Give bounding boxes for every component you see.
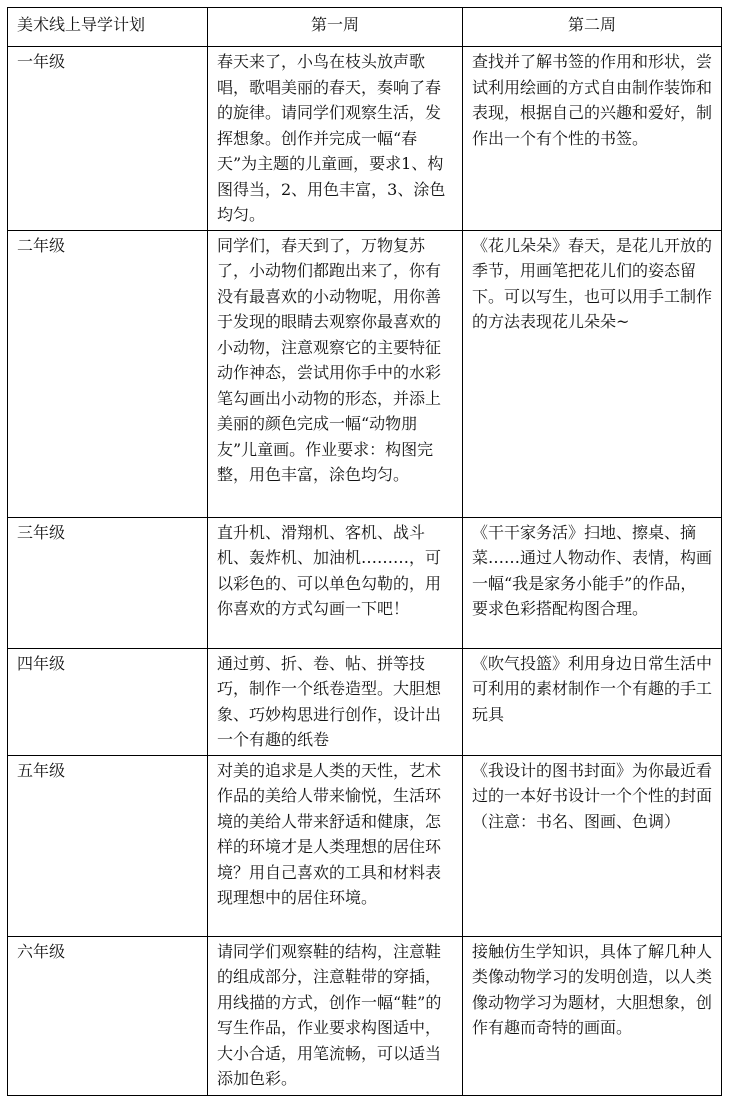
header-week-1: 第一周 (208, 8, 463, 47)
table-row (8, 230, 722, 517)
header-week-2: 第二周 (463, 8, 722, 47)
week-2-cell: 查找并了解书签的作用和形状，尝试利用绘画的方式自由制作装饰和表现，根据自己的兴趣和爱好，制作出一个有个性的书签。 (463, 47, 722, 231)
week-1-cell: 通过剪、折、卷、帖、拼等技巧，制作一个纸卷造型。大胆想象、巧妙构思进行创作，设计出一个有趣的纸卷 (208, 648, 463, 755)
grade-cell: 三年级 (8, 517, 208, 648)
table-row (8, 517, 722, 648)
week-1-cell: 春天来了，小鸟在枝头放声歌唱，歌唱美丽的春天，奏响了春的旋律。请同学们观察生活，发挥想象。创作并完成一幅“春天”为主题的儿童画，要求1、构图得当，2、用色丰富，3、涂色均匀。 (208, 47, 463, 231)
table-row (8, 47, 722, 231)
table-row (8, 936, 722, 1095)
week-1-cell: 同学们，春天到了，万物复苏了，小动物们都跑出来了，你有没有最喜欢的小动物呢，用你善于发现的眼睛去观察你最喜欢的小动物，注意观察它的主要特征动作神态，尝试用你手中的水彩笔勾画出小动物的形态，并添上美丽的颜色完成一幅“动物朋友”儿童画。作业要求：构图完整，用色丰富，涂色均匀。 (208, 230, 463, 517)
table-row (8, 755, 722, 936)
table-row (8, 648, 722, 755)
grade-cell: 二年级 (8, 230, 208, 517)
week-1-cell: 对美的追求是人类的天性，艺术作品的美给人带来愉悦，生活环境的美给人带来舒适和健康，怎样的环境才是人类理想的居住环境？用自己喜欢的工具和材料表现理想中的居住环境。 (208, 755, 463, 936)
header-plan-title: 美术线上导学计划 (8, 8, 208, 47)
week-1-cell: 直升机、滑翔机、客机、战斗机、轰炸机、加油机………，可以彩色的、可以单色勾勒的，用你喜欢的方式勾画一下吧！ (208, 517, 463, 648)
grade-cell: 六年级 (8, 936, 208, 1095)
week-2-cell: 《花儿朵朵》春天，是花儿开放的季节，用画笔把花儿们的姿态留下。可以写生，也可以用手工制作的方法表现花儿朵朵~ (463, 230, 722, 517)
week-1-cell: 请同学们观察鞋的结构，注意鞋的组成部分，注意鞋带的穿插，用线描的方式，创作一幅“鞋”的写生作品，作业要求构图适中，大小合适，用笔流畅，可以适当添加色彩。 (208, 936, 463, 1095)
week-2-cell: 《干干家务活》扫地、擦桌、摘菜……通过人物动作、表情，构画一幅“我是家务小能手”的作品，要求色彩搭配构图合理。 (463, 517, 722, 648)
grade-cell: 四年级 (8, 648, 208, 755)
week-2-cell: 《吹气投篮》利用身边日常生活中可利用的素材制作一个有趣的手工玩具 (463, 648, 722, 755)
week-2-cell: 接触仿生学知识，具体了解几种人类像动物学习的发明创造，以人类像动物学习为题材，大胆想象，创作有趣而奇特的画面。 (463, 936, 722, 1095)
week-2-cell: 《我设计的图书封面》为你最近看过的一本好书设计一个个性的封面（注意：书名、图画、色调） (463, 755, 722, 936)
grade-cell: 五年级 (8, 755, 208, 936)
grade-cell: 一年级 (8, 47, 208, 231)
study-plan-table (7, 7, 722, 1096)
header-row (8, 8, 722, 47)
